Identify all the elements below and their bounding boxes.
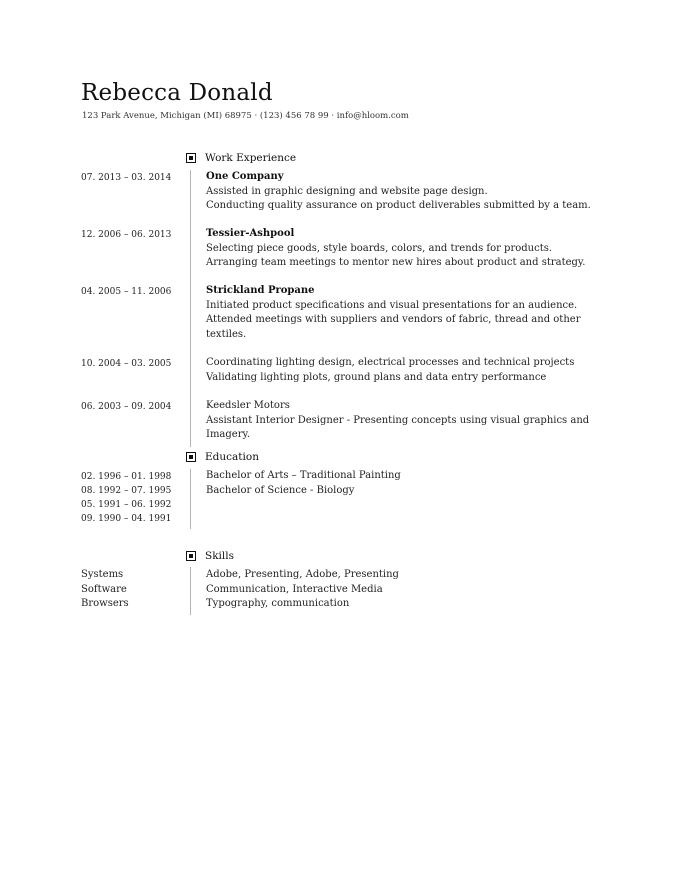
company-name: One Company <box>206 171 284 182</box>
skill-value: Adobe, Presenting, Adobe, Presenting <box>206 569 399 580</box>
work-entry-4 <box>206 356 606 385</box>
skills-labels <box>81 568 129 612</box>
work-divider-line <box>190 170 191 447</box>
section-title-work: Work Experience <box>205 152 297 164</box>
education-divider-line <box>190 469 191 529</box>
skills-values <box>206 568 606 612</box>
entry-line: Coordinating lighting design, electrical processes and technical projects <box>206 357 575 368</box>
resume-name: Rebecca Donald <box>81 80 273 106</box>
work-date-4: 10. 2004 – 03. 2005 <box>81 359 172 369</box>
work-entry-3 <box>206 284 598 342</box>
entry-line: Keedsler Motors <box>206 400 290 411</box>
entry-line: Arranging team meetings to mentor new hires about product and strategy. <box>206 257 586 268</box>
entry-line: Assistant Interior Designer - Presenting concepts using visual graphics and Imagery. <box>206 414 590 440</box>
education-dates <box>81 470 171 526</box>
education-date: 09. 1990 – 04. 1991 <box>81 514 172 524</box>
work-date-5: 06. 2003 – 09. 2004 <box>81 402 172 412</box>
entry-line: Attended meetings with suppliers and vendors of fabric, thread and other textiles. <box>206 314 581 340</box>
education-date: 02. 1996 – 01. 1998 <box>81 472 172 482</box>
square-bullet-icon <box>186 452 196 462</box>
entry-line: Initiated product specifications and visual presentations for an audience. <box>206 299 578 311</box>
section-title-education: Education <box>205 451 259 463</box>
education-entries <box>206 469 606 498</box>
entry-line: Conducting quality assurance on product deliverables submitted by a team. <box>206 200 591 211</box>
section-header-work <box>186 151 296 165</box>
contact-line: 123 Park Avenue, Michigan (MI) 68975 · (123) 456 78 99 · info@hloom.com <box>82 111 409 121</box>
work-date-1: 07. 2013 – 03. 2014 <box>81 173 172 183</box>
degree-line: Bachelor of Arts – Traditional Painting <box>206 470 401 481</box>
skill-label: Software <box>81 583 127 595</box>
entry-line: Validating lighting plots, ground plans and data entry performance <box>206 371 547 383</box>
skill-value: Communication, Interactive Media <box>206 583 383 595</box>
entry-line: Assisted in graphic designing and website page design. <box>206 185 488 197</box>
company-name: Strickland Propane <box>206 285 315 296</box>
skill-value: Typography, communication <box>206 598 350 609</box>
work-entry-1 <box>206 170 606 214</box>
section-header-education <box>186 450 259 464</box>
square-bullet-icon <box>186 153 196 163</box>
skills-divider-line <box>190 567 191 615</box>
square-bullet-icon <box>186 551 196 561</box>
work-date-2: 12. 2006 – 06. 2013 <box>81 230 172 240</box>
education-date: 05. 1991 – 06. 1992 <box>81 500 172 510</box>
entry-line: Selecting piece goods, style boards, colors, and trends for products. <box>206 242 553 254</box>
section-header-skills <box>186 549 234 563</box>
section-title-skills: Skills <box>205 550 235 562</box>
work-entry-2 <box>206 227 606 271</box>
work-date-3: 04. 2005 – 11. 2006 <box>81 287 172 297</box>
skill-label: Systems <box>81 569 124 580</box>
work-entry-5 <box>206 399 598 443</box>
skill-label: Browsers <box>81 598 129 609</box>
degree-line: Bachelor of Science - Biology <box>206 484 355 496</box>
company-name: Tessier-Ashpool <box>206 228 295 239</box>
education-date: 08. 1992 – 07. 1995 <box>81 486 172 496</box>
